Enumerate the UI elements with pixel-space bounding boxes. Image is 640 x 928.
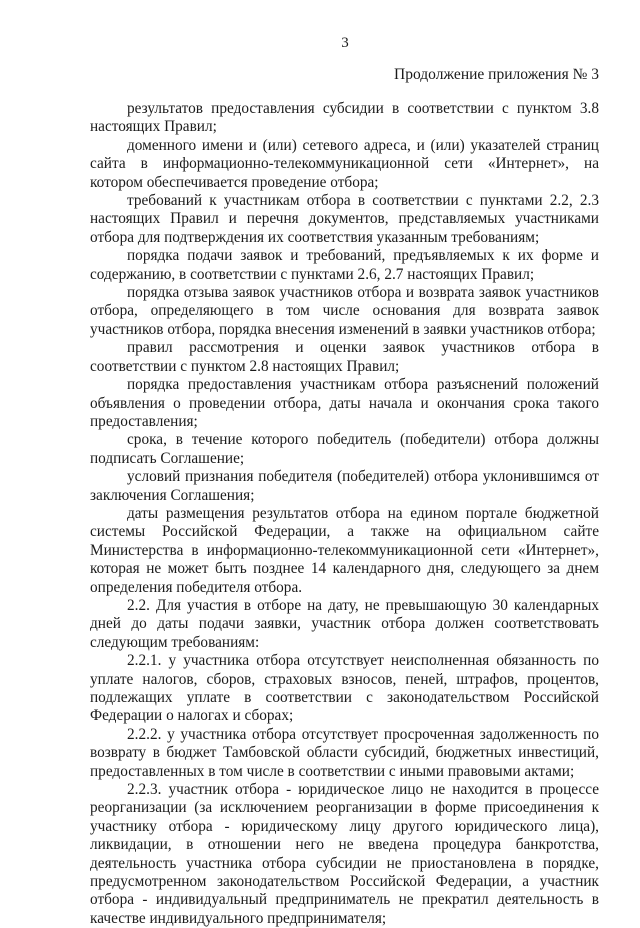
body-paragraph: даты размещения результатов отбора на едином портале бюджетной системы Российской Федерации, а также на официальном сайте Министерства в информационно-телекоммуникационной сети «Интернет», которая не может быть позднее 14 календарного дня, следующего за днем определения победителя отбора. — [90, 504, 599, 596]
body-paragraph: 2.2.2. у участника отбора отсутствует просроченная задолженность по возврату в бюджет Тамбовской области субсидий, бюджетных инвестиций, предоставленных в том числе в соответствии с иными правовыми актами; — [90, 725, 599, 780]
body-paragraph: 2.2. Для участия в отборе на дату, не превышающую 30 календарных дней до даты подачи заявки, участник отбора должен соответствовать следующим требованиям: — [90, 596, 599, 651]
page-number: 3 — [341, 35, 349, 51]
scan-margin-marks — [8, 488, 11, 638]
body-paragraph: результатов предоставления субсидии в соответствии с пунктом 3.8 настоящих Правил; — [90, 100, 599, 136]
body-paragraph: порядка предоставления участникам отбора разъяснений положений объявления о проведении отбора, даты начала и окончания срока такого предоставления; — [90, 376, 599, 430]
body-paragraph: срока, в течение которого победитель (победители) отбора должны подписать Соглашение; — [90, 431, 599, 467]
body-paragraph: требований к участникам отбора в соответствии с пунктами 2.2, 2.3 настоящих Правил и перечня документов, представляемых участниками отбора для подтверждения их соответствия указанным требованиям; — [90, 192, 599, 246]
body-paragraph: правил рассмотрения и оценки заявок участников отбора в соответствии с пунктом 2.8 настоящих Правил; — [90, 339, 599, 375]
appendix-continuation-note: Продолжение приложения № 3 — [394, 66, 599, 83]
body-paragraph: порядка отзыва заявок участников отбора и возврата заявок участников отбора, определяющего в том числе основания для возврата заявок участников отбора, порядка внесения изменений в заявки участников отбора; — [90, 284, 599, 338]
body-paragraph: 2.2.3. участник отбора - юридическое лицо не находится в процессе реорганизации (за исключением реорганизации в форме присоединения к участнику отбора - юридическому лицу другого юридического лица), ликвидации, в отношении него не введена процедура банкротства, деятельность участника отбора субсидии не приостановлена в порядке, предусмотренном законодательством Российской Федерации, а участник отбора - индивидуальный предприниматель не прекратил деятельность в качестве индивидуального предпринимателя; — [90, 781, 599, 927]
document-body — [90, 100, 599, 928]
body-paragraph: условий признания победителя (победителей) отбора уклонившимся от заключения Соглашения; — [90, 468, 599, 504]
body-paragraph: доменного имени и (или) сетевого адреса, и (или) указателей страниц сайта в информационно-телекоммуникационной сети «Интернет», на котором обеспечивается проведение отбора; — [90, 136, 599, 191]
body-paragraph: 2.2.1. у участника отбора отсутствует неисполненная обязанность по уплате налогов, сборов, страховых взносов, пеней, штрафов, процентов, подлежащих уплате в соответствии с законодательством Российской Федерации о налогах и сборах; — [90, 652, 599, 725]
body-paragraph: порядка подачи заявок и требований, предъявляемых к их форме и содержанию, в соответствии с пунктами 2.6, 2.7 настоящих Правил; — [90, 247, 599, 283]
